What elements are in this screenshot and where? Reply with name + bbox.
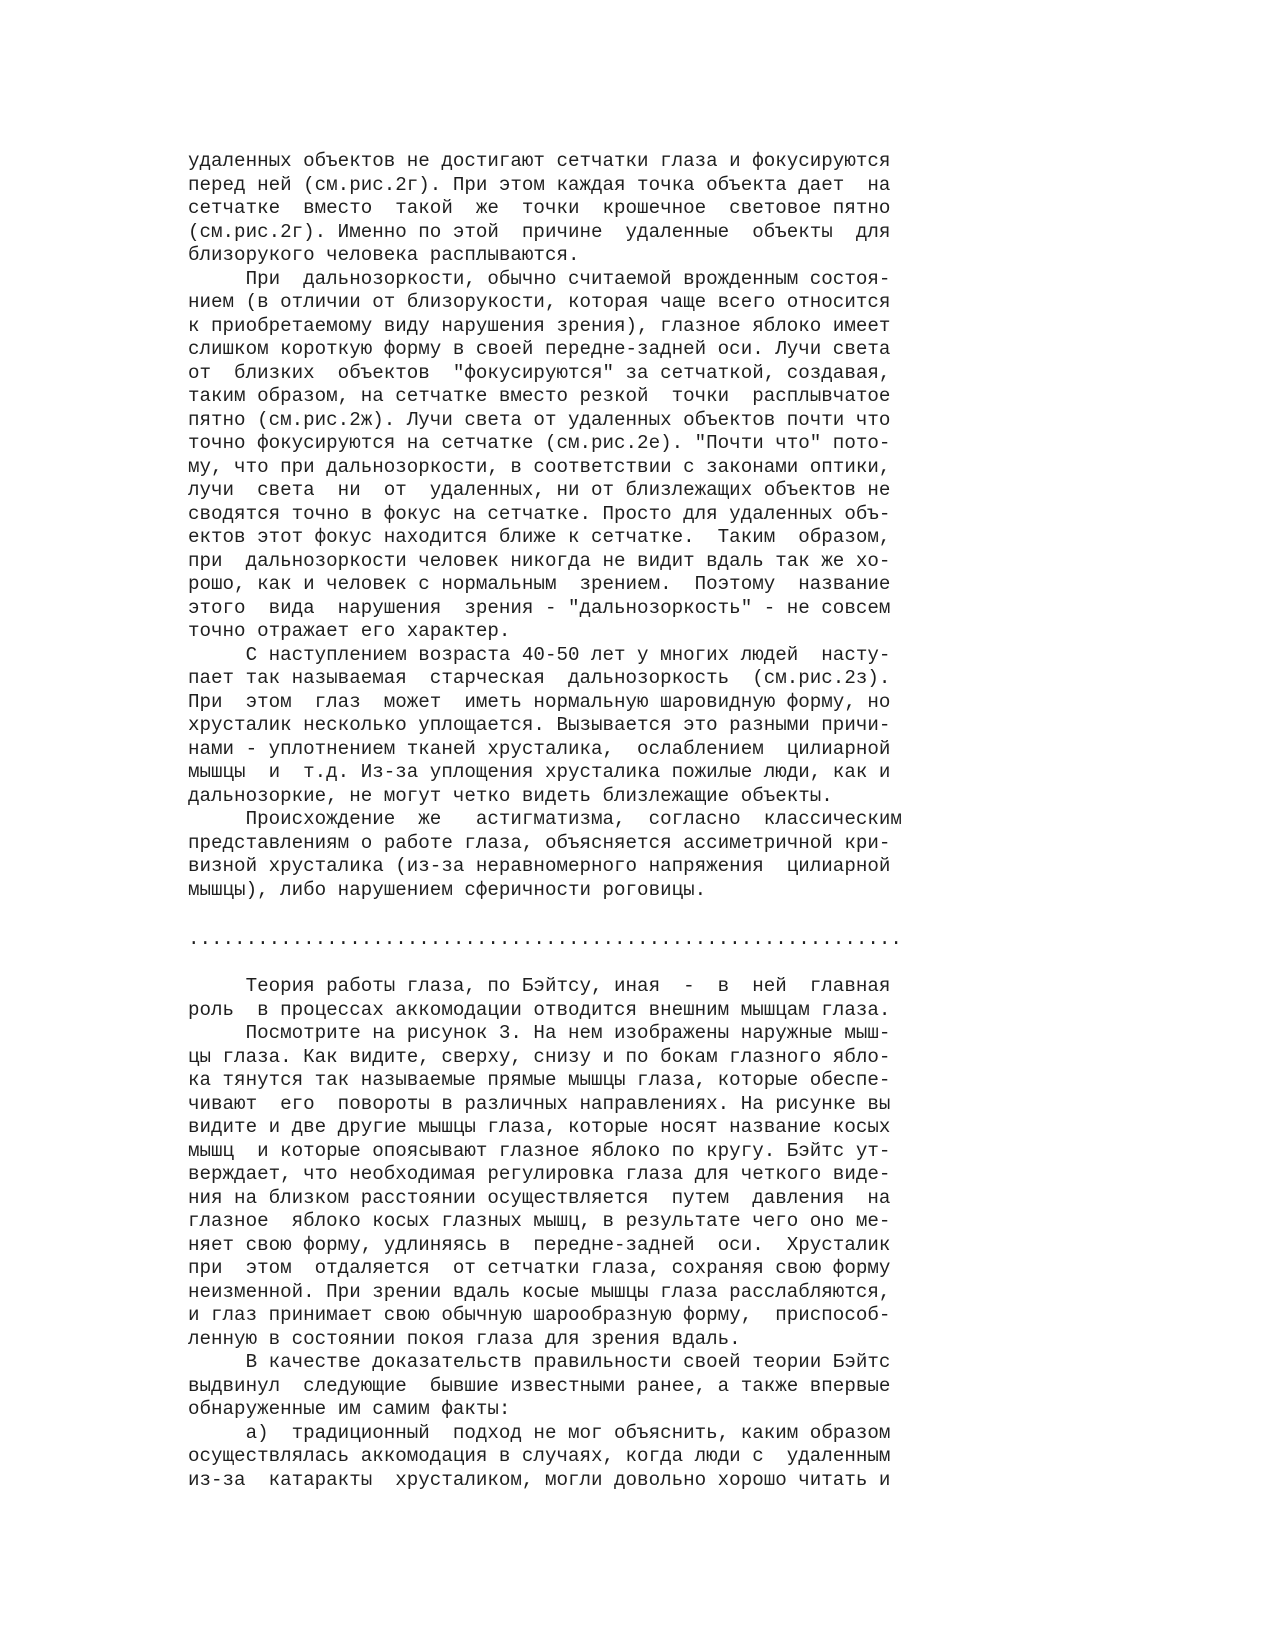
dotted-separator: .............................................................. bbox=[188, 928, 902, 950]
body-text-section-2: Теория работы глаза, по Бэйтсу, иная - в ней главная роль в процессах аккомодации отводится внешним мышцам глаза. Посмотрите на рисунок 3. На нем изображены наружные мыш- цы глаза. Как видите, сверху, снизу и по бокам глазного ябло- ка тянутся так называемые прямые мышцы глаза, которые обеспе- чивают его повороты в различных направлениях. На рисунке вы видите и две другие мышцы глаза, которые носят название косых мышц и которые опоясывают глазное яблоко по кругу. Бэйтс ут- верждает, что необходимая регулировка глаза для четкого виде- ния на близком расстоянии осуществляется путем давления на глазное яблоко косых глазных мышц, в результате чего оно ме- няет свою форму, удлиняясь в передне-задней оси. Хрусталик при этом отдаляется от сетчатки глаза, сохраняя свою форму неизменной. При зрении вдаль косые мышцы глаза расслабляются, и глаз принимает свою обычную шарообразную форму, приспособ- ленную в состоянии покоя глаза для зрения вдаль. В качестве доказательств правильности своей теории Бэйтс выдвинул следующие бывшие известными ранее, а также впервые обнаруженные им самим факты: а) традиционный подход не мог объяснить, каким образом осуществлялась аккомодация в случаях, когда люди с удаленным из-за катаракты хрусталиком, могли довольно хорошо читать и bbox=[188, 975, 891, 1491]
body-text-section-1: удаленных объектов не достигают сетчатки глаза и фокусируются перед ней (см.рис.2г). При этом каждая точка объекта дает на сетчатке вместо такой же точки крошечное световое пятно (см.рис.2г). Именно по этой причине удаленные объекты для близорукого человека расплываются. При дальнозоркости, обычно считаемой врожденным состоя- нием (в отличии от близорукости, которая чаще всего относится к приобретаемому виду нарушения зрения), глазное яблоко имеет слишком короткую форму в своей передне-задней оси. Лучи света от близких объектов "фокусируются" за сетчаткой, создавая, таким образом, на сетчатке вместо резкой точки расплывчатое пятно (см.рис.2ж). Лучи света от удаленных объектов почти что точно фокусируются на сетчатке (см.рис.2е). "Почти что" пото- му, что при дальнозоркости, в соответствии с законами оптики, лучи света ни от удаленных, ни от близлежащих объектов не сводятся точно в фокус на сетчатке. Просто для удаленных объ- ектов этот фокус находится ближе к сетчатке. Таким образом, при дальнозоркости человек никогда не видит вдаль так же хо- рошо, как и человек с нормальным зрением. Поэтому название этого вида нарушения зрения - "дальнозоркость" - не совсем точно отражает его характер. С наступлением возраста 40-50 лет у многих людей насту- пает так называемая старческая дальнозоркость (см.рис.2з). При этом глаз может иметь нормальную шаровидную форму, но хрусталик несколько уплощается. Вызывается это разными причи- нами - уплотнением тканей хрусталика, ослаблением цилиарной мышцы и т.д. Из-за уплощения хрусталика пожилые люди, как и дальнозоркие, не могут четко видеть близлежащие объекты. Происхождение же астигматизма, согласно классическим представлениям о работе глаза, объясняется ассиметричной кри- визной хрусталика (из-за неравномерного напряжения цилиарной мышцы), либо нарушением сферичности роговицы. bbox=[188, 150, 902, 901]
